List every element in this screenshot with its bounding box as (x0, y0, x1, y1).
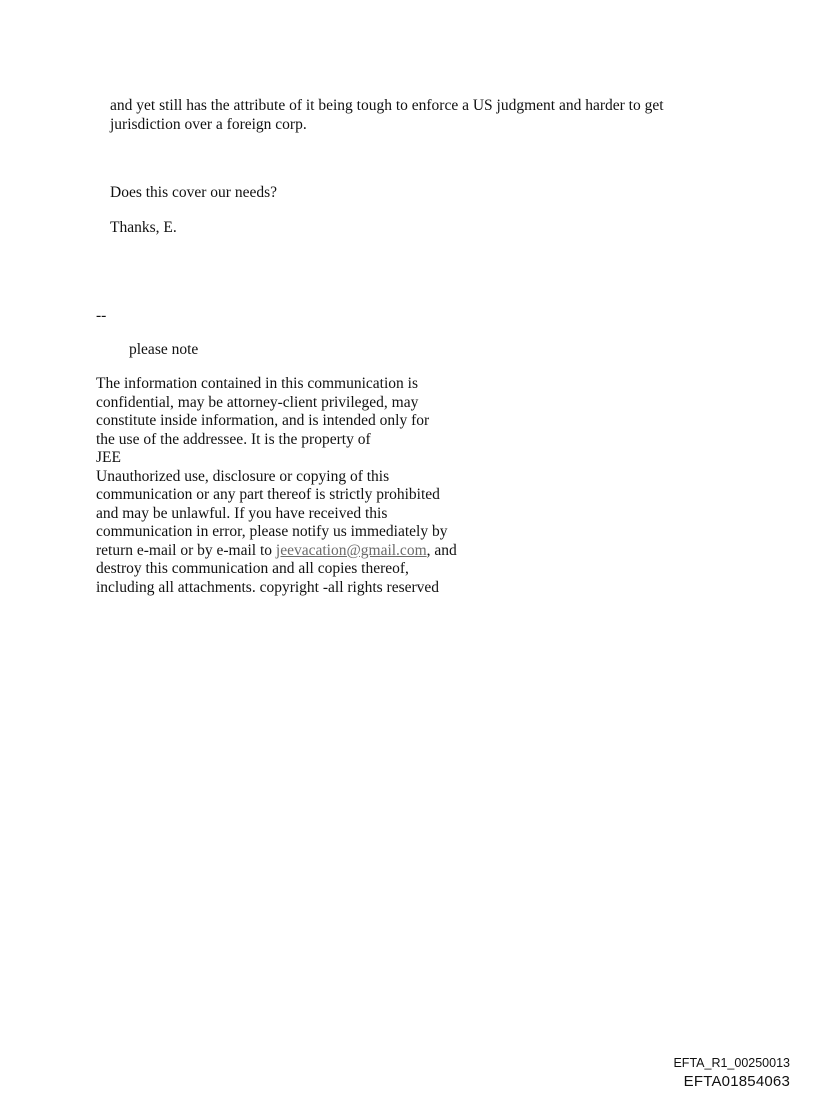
signature-note: please note (129, 341, 199, 358)
disclaimer-line: the use of the addressee. It is the property of (96, 430, 371, 448)
disclaimer-line: Unauthorized use, disclosure or copying of this (96, 467, 390, 485)
disclaimer-line: destroy this communication and all copies thereof, (96, 560, 409, 577)
body-paragraph-line: and yet still has the attribute of it being tough to enforce a US judgment and harder to get (110, 97, 664, 114)
email-link[interactable]: jeevacation@gmail.com (275, 541, 427, 559)
disclaimer-line: JEE (96, 449, 121, 466)
sign-off: Thanks, E. (110, 219, 177, 236)
disclaimer-line: constitute inside information, and is intended only for (96, 412, 430, 429)
question-text: Does this cover our needs? (110, 184, 278, 201)
signature-separator: -- (96, 307, 107, 324)
disclaimer-line: communication in error, please notify us immediately by (96, 523, 448, 540)
disclaimer-line: confidential, may be attorney-client privileged, may (96, 393, 419, 411)
disclaimer-email-line (96, 542, 457, 561)
disclaimer-line: communication or any part thereof is strictly prohibited (96, 486, 440, 503)
bates-number-primary: EFTA_R1_00250013 (673, 1056, 790, 1070)
disclaimer-line: and may be unlawful. If you have received this (96, 504, 388, 522)
bates-number-secondary: EFTA01854063 (683, 1073, 790, 1090)
email-line-prefix: return e-mail or by e-mail to (96, 541, 276, 559)
confidentiality-disclaimer (96, 375, 457, 597)
disclaimer-line: including all attachments. copyright -all rights reserved (96, 578, 440, 596)
email-line-suffix: , and (426, 541, 457, 559)
disclaimer-line: The information contained in this communication is (96, 375, 418, 392)
body-paragraph-line: jurisdiction over a foreign corp. (110, 115, 307, 133)
body-paragraph (110, 97, 664, 134)
